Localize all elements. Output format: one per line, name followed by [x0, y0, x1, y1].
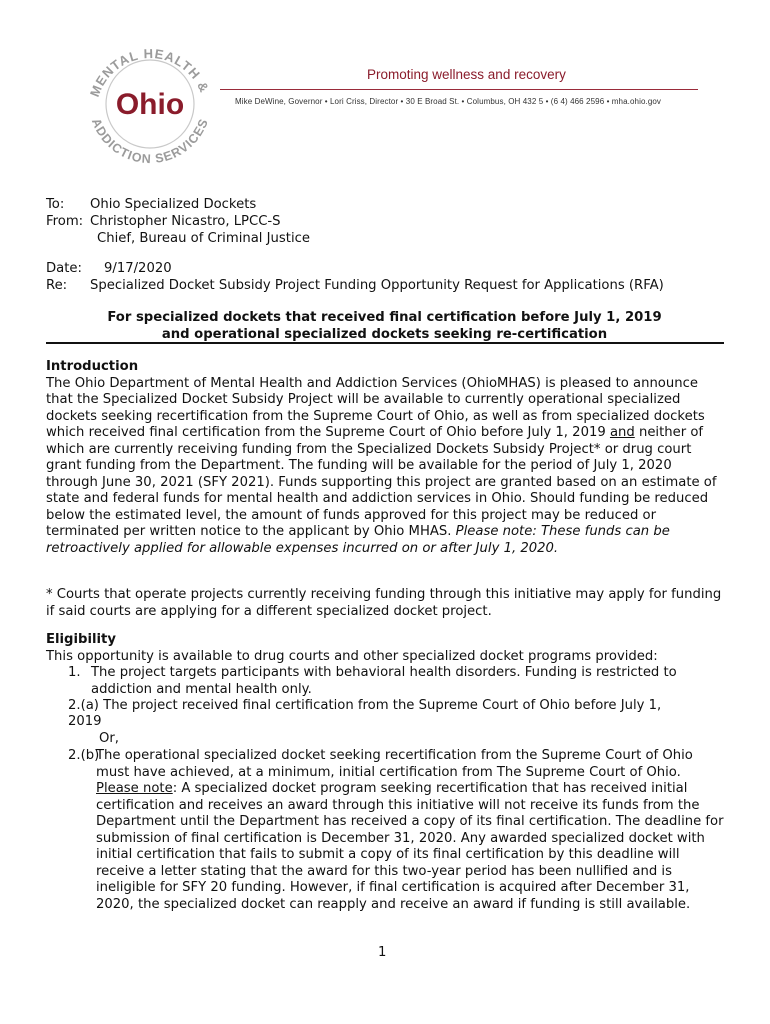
letterhead-divider [220, 89, 698, 90]
memo-to-line [46, 196, 256, 213]
eligibility-item-1-number: 1. [68, 665, 81, 680]
page-number: 1 [378, 945, 387, 960]
introduction-text-2: neither of which are currently receiving funding from the Specialized Dockets Subsidy Project* or drug court grant funding from the Department. The funding will be available for the period of July 1, 2020 through June 30, 2021 (SFY 2021). Funds supporting this project are granted based on an estimate of state and federal funds for mental health and addiction services in Ohio. Should funding be reduced below the estimated level, the amount of funds approved for this project may be reduced or terminated per written notice to the applicant by Ohio MHAS. [46, 425, 717, 539]
letterhead-tagline: Promoting wellness and recovery [367, 67, 566, 82]
memo-date-line [46, 260, 172, 277]
memo-from-label: From: [46, 214, 84, 229]
letterhead-address: Mike DeWine, Governor • Lori Criss, Director • 30 E Broad St. • Columbus, OH 432 5 • (6 4) 466 2596 • mha.ohio.gov [235, 97, 662, 106]
introduction-italic-note: Please note: These funds can be retroactively applied for allowable expenses incurred on or after July 1, 2020. [46, 524, 670, 556]
memo-from-line [46, 213, 281, 230]
memo-to-label: To: [46, 197, 65, 212]
eligibility-intro: This opportunity is available to drug courts and other specialized docket programs provided: [46, 648, 658, 664]
eligibility-item-2a-line-2: 2019 [68, 714, 102, 729]
memo-date-label: Date: [46, 261, 82, 276]
seal-text-top: MENTAL HEALTH & [86, 46, 213, 99]
subject-heading [46, 309, 723, 343]
eligibility-heading: Eligibility [46, 632, 116, 647]
eligibility-item-1-text: The project targets participants with behavioral health disorders. Funding is restricted to addiction and mental health only. [91, 665, 677, 697]
introduction-section [46, 359, 726, 557]
memo-re-label: Re: [46, 278, 68, 293]
memo-from-title: Chief, Bureau of Criminal Justice [97, 231, 310, 246]
eligibility-item-2b-text [96, 748, 724, 913]
seal-text-bottom: ADDICTION SERVICES [88, 116, 212, 167]
memo-date-value: 9/17/2020 [104, 261, 172, 276]
subject-divider [46, 342, 724, 344]
eligibility-item-2a-line-1: 2.(a) The project received final certification from the Supreme Court of Ohio before July 1, [68, 698, 662, 713]
seal-name: Ohio [115, 88, 185, 121]
introduction-underlined: and [609, 425, 635, 440]
memo-to-value: Ohio Specialized Dockets [90, 197, 257, 212]
eligibility-section [46, 632, 726, 665]
introduction-paragraph [46, 376, 726, 558]
memo-re-value: Specialized Docket Subsidy Project Funding Opportunity Request for Applications (RFA) [90, 278, 664, 293]
item-2b-text-1: The operational specialized docket seeking recertification from the Supreme Court of Ohio must have achieved, at a minimum, initial certification from The Supreme Court of Ohio. [96, 748, 693, 780]
item-2b-text-2: : A specialized docket program seeking recertification that has received initial certification and receives an award through this initiative will not receive its funds from the Department until the Department has received a copy of its final certification. The deadline for submission of final certification is December 31, 2020. Any awarded specialized docket with initial certification that fails to submit a copy of its final certification by this deadline will receive a letter stating that the award for this two-year period has been nullified and is ineligible for SFY 20 funding. However, if final certification is acquired after December 31, 2020, the specialized docket can reapply and receive an award if funding is still available. [96, 781, 724, 912]
memo-from-value: Christopher Nicastro, LPCC-S [90, 214, 281, 229]
subject-line-1: For specialized dockets that received final certification before July 1, 2019 [107, 310, 662, 325]
introduction-text-1: The Ohio Department of Mental Health and Addiction Services (OhioMHAS) is pleased to announce that the Specialized Docket Subsidy Project will be available to currently operational specialized dockets seeking recertification from the Supreme Court of Ohio, as well as from specialized dockets which received final certification from the Supreme Court of Ohio before July 1, 2019 [46, 375, 705, 440]
eligibility-or: Or, [99, 731, 119, 746]
introduction-footnote: * Courts that operate projects currently receiving funding through this initiative may apply for funding if said courts are applying for a different specialized docket project. [46, 587, 722, 619]
memo-re-line [46, 277, 664, 294]
eligibility-item-2b-label: 2.(b) [68, 748, 100, 763]
ohiomhas-seal-logo [75, 38, 225, 168]
subject-line-2: and operational specialized dockets seeking re-certification [161, 327, 608, 342]
introduction-heading: Introduction [46, 359, 139, 374]
item-2b-please-note: Please note [96, 781, 173, 796]
svg-text:ADDICTION SERVICES [89, 116, 211, 166]
